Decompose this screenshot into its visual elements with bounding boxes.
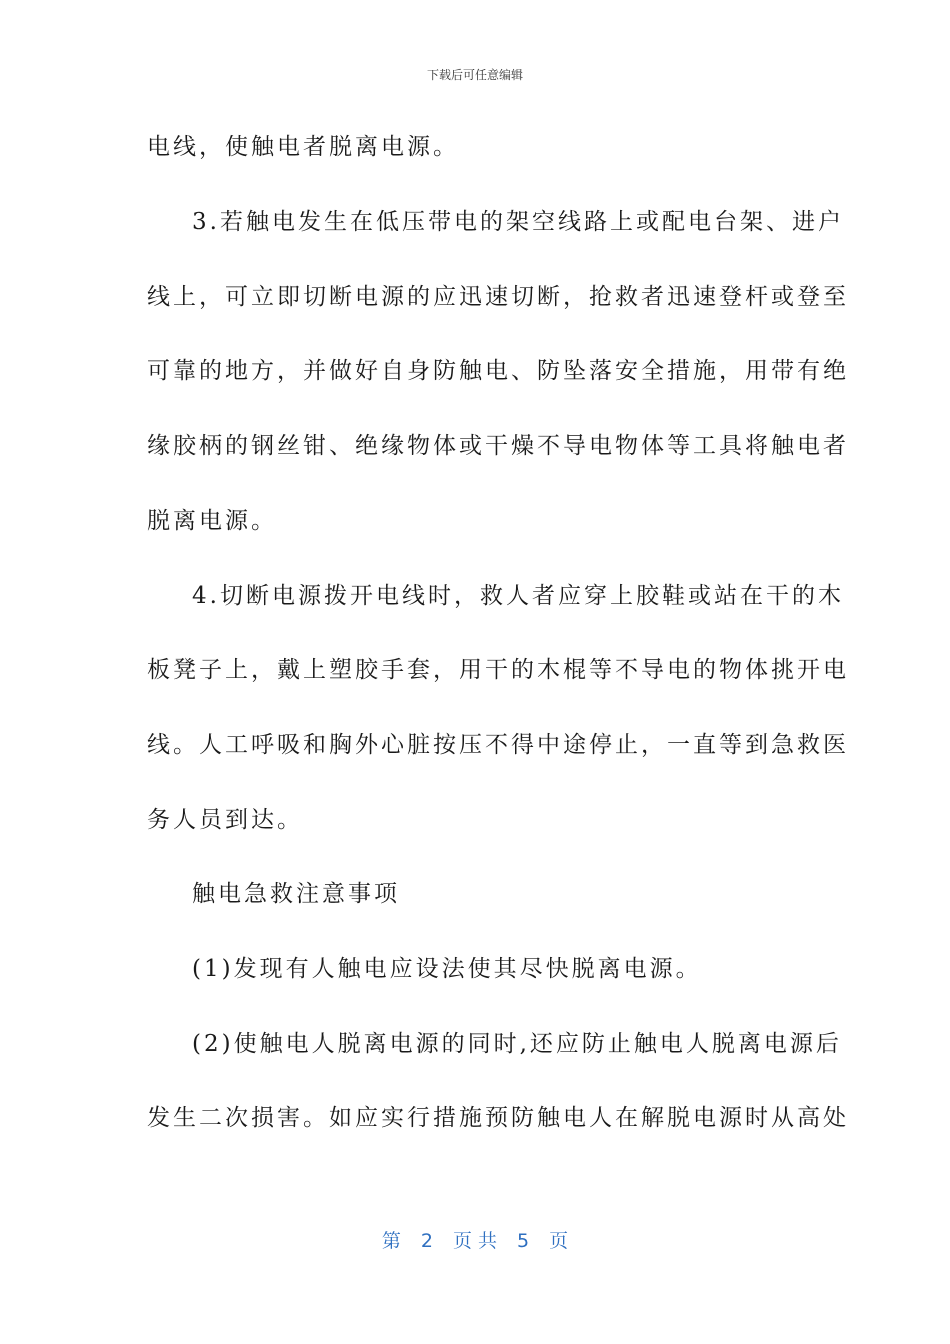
footer-current-page: 2 (420, 1230, 433, 1252)
body-line: 脱离电源。 (147, 508, 277, 534)
body-line: 4.切断电源拨开电线时，救人者应穿上胶鞋或站在干的木 (192, 583, 844, 609)
page-footer (0, 1226, 950, 1253)
body-line: 3.若触电发生在低压带电的架空线路上或配电台架、进户 (192, 209, 844, 235)
body-line: (2)使触电人脱离电源的同时,还应防止触电人脱离电源后 (192, 1031, 842, 1057)
body-line: 发生二次损害。如应实行措施预防触电人在解脱电源时从高处 (147, 1105, 849, 1131)
body-line: 电线，使触电者脱离电源。 (147, 134, 459, 160)
footer-label-page: 第 (381, 1230, 401, 1252)
body-line: 可靠的地方，并做好自身防触电、防坠落安全措施，用带有绝 (147, 358, 849, 384)
footer-total-pages: 5 (517, 1230, 530, 1252)
body-line: 线。人工呼吸和胸外心脏按压不得中途停止，一直等到急救医 (147, 732, 849, 758)
footer-label-end: 页 (549, 1230, 569, 1252)
section-heading: 触电急救注意事项 (192, 881, 400, 907)
body-line: 线上，可立即切断电源的应迅速切断，抢救者迅速登杆或登至 (147, 284, 849, 310)
footer-label-total: 页 共 (452, 1230, 498, 1252)
body-line: 缘胶柄的钢丝钳、绝缘物体或干燥不导电物体等工具将触电者 (147, 433, 849, 459)
body-line: 板凳子上，戴上塑胶手套，用干的木棍等不导电的物体挑开电 (147, 657, 849, 683)
body-line: 务人员到达。 (147, 807, 303, 833)
header-note: 下载后可任意编辑 (426, 68, 523, 82)
body-line: (1)发现有人触电应设法使其尽快脱离电源。 (192, 956, 702, 982)
